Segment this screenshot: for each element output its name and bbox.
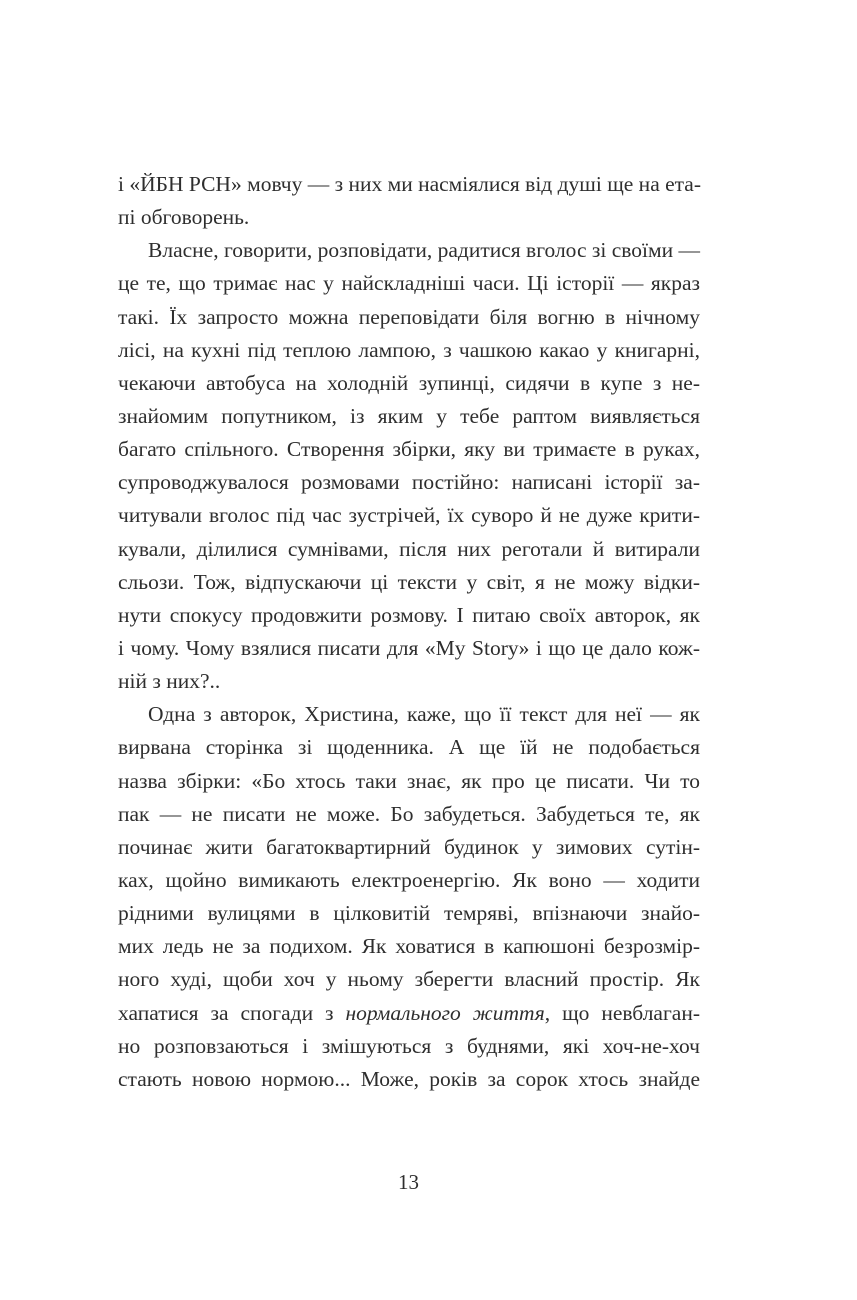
text-line: супроводжувалося розмовами постійно: написані історії за-: [118, 470, 700, 495]
text-line: нути спокусу продовжити розмову. І питаю своїх авторок, як: [118, 602, 700, 627]
text-line: пак — не писати не може. Бо забудеться. Забудеться те, як: [118, 801, 700, 826]
text-line: стають новою нормою... Може, років за сорок хтось знайде: [118, 1066, 700, 1091]
text-line: Одна з авторок, Христина, каже, що її текст для неї — як: [148, 702, 700, 727]
text-line: ній з них?..: [118, 669, 221, 694]
text-line: Власне, говорити, розповідати, радитися вголос зі своїми —: [148, 238, 700, 263]
text-segment: , що невблаган-: [544, 1000, 700, 1025]
text-line: читували вголос під час зустрічей, їх суворо й не дуже крити-: [118, 503, 700, 528]
text-line: лісі, на кухні під теплою лампою, з чашкою какао у книгарні,: [118, 337, 700, 362]
text-line: сльози. Тож, відпускаючи ці тексти у світ, я не можу відки-: [118, 569, 700, 594]
text-line: назва збірки: «Бо хтось таки знає, як про це писати. Чи то: [118, 768, 700, 793]
text-line: і «ЙБН РСН» мовчу — з них ми насміялися від душі ще на ета-: [118, 172, 702, 196]
page-number: 13: [398, 1170, 419, 1194]
text-line: пі обговорень.: [118, 205, 250, 230]
text-line: [118, 997, 700, 1030]
text-line: кували, ділилися сумнівами, після них реготали й витирали: [118, 536, 700, 561]
text-line: багато спільного. Створення збірки, яку ви тримаєте в руках,: [118, 437, 700, 462]
text-line: ного худі, щоби хоч у ньому зберегти власний простір. Як: [118, 967, 700, 992]
text-line: і чому. Чому взялися писати для «My Story» і що це дало кож-: [118, 635, 700, 660]
text-line: мих ледь не за подихом. Як ховатися в капюшоні безрозмір-: [118, 934, 700, 959]
text-line: це те, що тримає нас у найскладніші часи. Ці історії — якраз: [118, 271, 700, 296]
text-line: но розповзаються і змішуються з буднями, які хоч-не-хоч: [118, 1033, 700, 1058]
text-segment: хапатися за спогади з: [118, 1000, 346, 1025]
page-body: [118, 168, 700, 1096]
text-line: починає жити багатоквартирний будинок у зимових сутін-: [118, 834, 700, 859]
text-line: рідними вулицями в цілковитій темряві, впізнаючи знайо-: [118, 901, 700, 926]
text-line: ках, щойно вимикають електроенергію. Як воно — ходити: [118, 867, 700, 892]
text-line: вирвана сторінка зі щоденника. А ще їй не подобається: [118, 735, 700, 760]
italic-phrase: нормального життя: [345, 1000, 545, 1025]
text-line: знайомим попутником, із яким у тебе раптом виявляється: [118, 403, 700, 428]
text-line: такі. Їх запросто можна переповідати біля вогню в нічному: [118, 304, 700, 329]
text-line: чекаючи автобуса на холодній зупинці, сидячи в купе з не-: [118, 370, 700, 395]
